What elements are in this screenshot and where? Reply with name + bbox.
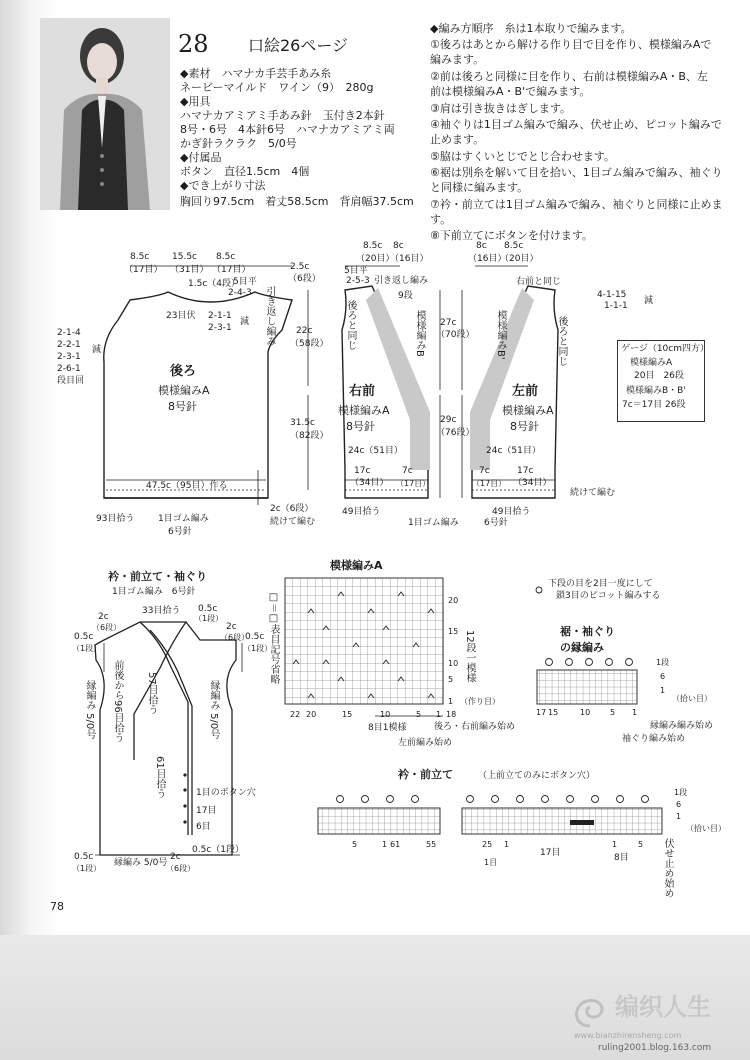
right-front-pattern: 模様編みA [338, 404, 390, 417]
edging-bottom-17: 17 [536, 708, 547, 717]
left-front-width: 24c（51目） [486, 446, 541, 456]
collar-buttonhole: 1目のボタン穴 [196, 788, 256, 798]
right-front-band-width: 7c [402, 466, 413, 476]
chart-a-right-10: 10 [448, 659, 459, 668]
back-title: 後ろ [170, 364, 197, 379]
collar-side-label: 0.5c [74, 632, 94, 642]
edging-bottom-1: 1 [632, 708, 638, 717]
back-needle: 8号針 [168, 400, 197, 413]
band-pickup: （拾い目） [686, 824, 726, 833]
collar-title: 衿・前立て・袖ぐり [108, 570, 207, 583]
buttons [183, 773, 186, 823]
band-left-5: 5 [352, 840, 358, 849]
back-rib-needle: 6号針 [168, 527, 192, 537]
left-front-same-as-right: 右前と同じ [516, 277, 562, 287]
band-row-6: 6 [676, 800, 682, 809]
right-front-pickup: 49目拾う [342, 507, 381, 517]
left-front-pattern: 模様編みA [502, 404, 554, 417]
band-right-25: 25 [482, 840, 493, 849]
chart-a-grid [285, 578, 443, 704]
collar-side-rows-right: （1段） [243, 644, 273, 653]
band-right-1: 1 [504, 840, 510, 849]
instruction-step-7: ⑦衿・前立ては1目ゴム編みで編み、袖ぐりと同様に止めま [430, 198, 723, 211]
chart-a-bottom-15: 15 [342, 710, 353, 719]
right-front-same-as-back: 後ろと同じ [345, 300, 356, 350]
right-front-top-dim-2: 8c [393, 241, 404, 251]
left-front-band-stitches: （17目） [472, 479, 507, 488]
left-front-lower-width: 17c [517, 466, 534, 476]
collar-band-rows: （6段） [92, 623, 122, 632]
back-upper-height: 22c [296, 326, 313, 336]
tools-line-1: ハマナカアミアミ手あみ針 玉付き2本針 [180, 109, 385, 122]
back-lower-height: 31.5c [290, 418, 315, 428]
tools-line-3: かぎ針ラクラク 5/0号 [180, 137, 297, 150]
band-one: 1目 [484, 858, 498, 867]
instruction-step-1: ①後ろはあとから解ける作り目で目を作り、模様編みAで [430, 38, 712, 51]
collar-shoulder-rows: （1段） [194, 614, 224, 623]
back-rib-height: 2c（6段） [270, 504, 314, 514]
left-front-upper-rows: （70段） [436, 330, 475, 340]
collar-armhole-label-right: 縁編み 5/0号 [208, 680, 219, 740]
edging-bottom-10: 10 [580, 708, 591, 717]
band-left-55: 55 [426, 840, 437, 849]
yarn-heading: ◆素材 ハマナカ手芸手あみ糸 [180, 67, 332, 80]
edging-note-2: 鎖3目のピコット編みする [556, 591, 661, 601]
edging-bottom-5: 5 [610, 708, 616, 717]
right-front-lower-stitches: （34目） [350, 478, 389, 488]
back-rib: 1目ゴム編み [158, 514, 209, 524]
chart-a-right-20: 20 [448, 596, 459, 605]
left-front-pattern-b: 模様編みB' [495, 310, 506, 360]
left-front-top-dim-2: 8.5c [504, 241, 524, 251]
collar-band-height-right: 2c [226, 622, 237, 632]
back-shoulder-dec: 2-4-3 [228, 288, 252, 298]
back-top-dim-2: 15.5c [172, 252, 197, 262]
back-top-stitches-2: （31目） [170, 265, 209, 275]
edging-row-1-top: 1段 [656, 658, 670, 667]
instruction-step-6b: と同様に編みます。 [430, 181, 529, 194]
left-front-neck-dec: 4-1-15 [597, 290, 627, 300]
band-finish: 伏せ止め始め [662, 838, 673, 898]
instruction-step-5: ⑤脇はすくいとじでとじ合わせます。 [430, 150, 615, 163]
gauge-title: ゲージ（10cm四方） [621, 344, 709, 354]
collar-band-height: 2c [98, 612, 109, 622]
watermark-logo [570, 990, 610, 1034]
back-side-dec-4: 2-6-1 [57, 364, 81, 374]
left-front-continue: 続けて編む [570, 488, 616, 498]
band-title-note: （上前立てのみにボタン穴） [478, 771, 596, 781]
back-armhole-dec-label: 減 [240, 317, 250, 327]
gauge-line-3: 模様編みB・B' [626, 386, 686, 396]
instruction-step-3: ③肩は引き抜きはぎします。 [430, 102, 571, 115]
collar-row-17: 17目 [196, 806, 217, 816]
watermark-site: www.bianzhirensheng.com [574, 1031, 682, 1040]
spiral-logo-icon [570, 990, 610, 1030]
left-front-needle: 8号針 [510, 420, 539, 433]
collar-front-pickup: 前後から96目拾う [112, 660, 123, 743]
page-reference: 口絵26ページ [248, 36, 349, 55]
back-top-stitches-1: （17目） [124, 265, 163, 275]
back-side-dec-3: 2-3-1 [57, 352, 81, 362]
left-front-upper-height: 27c [440, 318, 457, 328]
collar-bottom-left: 0.5c [74, 852, 94, 862]
chart-a-legend: □＝□表目記号省略 [268, 592, 279, 684]
left-front-pickup: 49目拾う [492, 507, 531, 517]
chart-a-bottom-5: 5 [416, 710, 422, 719]
back-side-dec-1: 2-1-4 [57, 328, 81, 338]
right-front-rows-flat: 5目平 [344, 266, 368, 276]
left-front-neck-dec-label: 減 [644, 296, 654, 306]
gauge-line-2: 20目 26段 [634, 371, 684, 381]
instruction-step-2b: 前は模様編みA・B'で編みます。 [430, 85, 591, 98]
right-front-top-dim-1: 8.5c [363, 241, 383, 251]
left-front-lower-rows: （76段） [436, 428, 475, 438]
instruction-step-1b: 編みます。 [430, 53, 485, 66]
edging-label-2: 袖ぐり編み始め [622, 734, 686, 744]
edging-label-1: 縁編み編み始め [650, 721, 714, 731]
collar-back-pickup: 33目拾う [142, 606, 181, 616]
right-front-pattern-b: 模様編みB [414, 310, 425, 357]
right-front-title: 右前 [349, 384, 376, 399]
right-front-neck-dec: 9段 [398, 291, 413, 301]
back-top-dim-1: 8.5c [130, 252, 150, 262]
edging-note-1: 下段の目を2目一度にして [548, 579, 653, 589]
pattern-number: 28 [178, 30, 209, 58]
chart-a-repeat: 12段一模様 [464, 630, 475, 683]
left-front-band-width: 7c [479, 466, 490, 476]
back-lower-rows: （82段） [290, 431, 329, 441]
watermark-logo-text: 编织人生 [615, 993, 711, 1021]
collar-side-rows: （1段） [72, 644, 102, 653]
back-armhole-rows: （6段） [288, 274, 321, 284]
back-upper-rows: （58段） [290, 339, 329, 349]
back-top-stitches-3: （17目） [212, 265, 251, 275]
instruction-step-4b: 止めます。 [430, 133, 485, 146]
left-front-title: 左前 [512, 384, 539, 399]
left-front-top-stitches-2: （20目） [500, 254, 539, 264]
back-shoulder-label: 引き返し編み [264, 286, 275, 346]
edging-title-2: の縁編み [560, 641, 604, 654]
chart-a-left-label: 左前編み始め [398, 738, 453, 748]
right-front-top-stitches-2: （16目） [390, 254, 429, 264]
back-pickup: 93目拾う [96, 514, 135, 524]
right-front-band-stitches: （17目） [396, 479, 431, 488]
chart-a-right-1: 1 [448, 697, 454, 706]
band-chart-right [462, 808, 662, 834]
right-front-lower-width: 17c [354, 466, 371, 476]
left-front-top-stitches-1: （16目） [468, 254, 507, 264]
right-front-shoulder-label: 引き返し編み [374, 276, 429, 286]
instructions-heading: ◆編み方順序 糸は1本取りで編みます。 [430, 22, 632, 35]
band-row-1-top: 1段 [674, 788, 688, 797]
back-top-dim-3: 8.5c [216, 252, 236, 262]
back-armhole-dec-1: 2-1-1 [208, 311, 232, 321]
right-front-top-stitches-1: （20目） [356, 254, 395, 264]
back-side-dec-label: 減 [92, 345, 102, 355]
back-neck: 1.5c（4段） [188, 279, 240, 289]
band-right-17: 17目 [540, 848, 561, 858]
edging-title-1: 裾・袖ぐり [560, 625, 615, 638]
back-pattern: 模様編みA [158, 384, 210, 397]
instruction-step-8: ⑧下前立てにボタンを付けます。 [430, 229, 593, 242]
collar-bottom-band: 2c [170, 852, 181, 862]
left-front-top-dim-1: 8c [476, 241, 487, 251]
left-front-neck-dec-2: 1-1-1 [604, 301, 628, 311]
band-eight: 8目 [614, 853, 629, 863]
chart-a-col-18: 18 [446, 710, 457, 719]
back-side-dec-2: 2-2-1 [57, 340, 81, 350]
chart-a-bottom-20: 20 [306, 710, 317, 719]
left-front-same-as-back: 後ろと同じ [556, 316, 567, 366]
edging-pickup: （拾い目） [672, 694, 712, 703]
collar-band-rows-right: （6段） [220, 633, 250, 642]
instruction-step-2: ②前は後ろと同様に目を作り、右前は模様編みA・B、左 [430, 70, 708, 83]
back-shoulder-rows: 5目平 [233, 277, 257, 287]
band-title: 衿・前立て [398, 768, 453, 781]
right-front-needle: 8号針 [346, 420, 375, 433]
chart-a-right-15: 15 [448, 627, 459, 636]
chart-a-side-label: 後ろ・右前編み始め [434, 722, 516, 732]
chart-a-bottom-10: 10 [380, 710, 391, 719]
chart-a-start: （作り目） [460, 697, 500, 706]
collar-row-6: 6目 [196, 822, 211, 832]
chart-a-repeat-label: 8目1模様 [368, 723, 407, 733]
instruction-step-4: ④袖ぐりは1目ゴム編みで編み、伏せ止め、ピコット編みで [430, 118, 722, 131]
tools-heading: ◆用具 [180, 95, 211, 108]
right-front-width: 24c（51目） [348, 446, 403, 456]
size-heading: ◆でき上がり寸法 [180, 179, 266, 192]
collar-bottom-band-rows: （6段） [166, 864, 196, 873]
edging-bottom-15: 15 [548, 708, 559, 717]
gauge-line-1: 模様編みA [630, 358, 673, 368]
back-side-rows: 段目回 [57, 376, 85, 386]
collar-neck-pickup: 57目拾う [146, 672, 157, 715]
instruction-step-6: ⑥裾は別糸を解いて目を拾い、1目ゴム編みで編み、袖ぐり [430, 166, 723, 179]
collar-bottom-rows: 0.5c（1段） [192, 845, 244, 855]
band-right-1b: 1 [612, 840, 618, 849]
edging-row-6: 6 [660, 672, 666, 681]
left-front-lower-stitches: （34目） [513, 478, 552, 488]
back-armhole-top: 23目伏 [166, 311, 196, 321]
collar-armhole-label-left: 縁編み 5/0号 [84, 680, 95, 740]
band-left-61: 61 [390, 840, 401, 849]
edging-row-1: 1 [660, 686, 666, 695]
band-row-1: 1 [676, 812, 682, 821]
front-rib: 1目ゴム編み [408, 518, 459, 528]
buttonhole-mark [570, 820, 594, 825]
collar-side-label-right: 0.5c [245, 632, 265, 642]
notions-line: ボタン 直径1.5cm 4個 [180, 165, 310, 178]
collar-shoulder: 0.5c [198, 604, 218, 614]
back-armhole-dec-2: 2-3-1 [208, 323, 232, 333]
collar-front-pickup-2: 61目拾う [154, 756, 165, 799]
yarn-line: ネービーマイルド ワイン（9） 280g [180, 81, 374, 94]
band-left-1: 1 [382, 840, 388, 849]
tools-line-2: 8号・6号 4本針6号 ハマナカアミアミ両 [180, 123, 395, 136]
right-front-shoulder-dec: 2-5-3 [346, 276, 370, 286]
page-number: 78 [50, 900, 64, 913]
band-right-5: 5 [638, 840, 644, 849]
back-width: 47.5c（95目）作る [146, 481, 228, 491]
edging-chart-grid [537, 670, 637, 704]
collar-bottom-left-rows: （1段） [72, 864, 102, 873]
chart-a-right-5: 5 [448, 675, 454, 684]
left-front-lower-height: 29c [440, 415, 457, 425]
chart-a-bottom-1: 1 [436, 710, 442, 719]
notions-heading: ◆付属品 [180, 151, 222, 164]
collar-subtitle: 1目ゴム編み 6号針 [112, 587, 196, 597]
gauge-line-4: 7c＝17目 26段 [622, 400, 686, 410]
watermark-blog: ruling2001.blog.163.com [598, 1043, 712, 1053]
back-armhole-height: 2.5c [290, 262, 310, 272]
band-picots [337, 796, 649, 803]
chart-a-title: 模様編みA [330, 559, 383, 572]
front-rib-needle: 6号針 [484, 518, 508, 528]
size-line: 胸回り97.5cm 着丈58.5cm 背肩幅37.5cm [180, 195, 414, 208]
band-chart-left [318, 808, 440, 834]
collar-bottom-label: 縁編み 5/0号 [114, 858, 168, 868]
back-continue: 続けて編む [270, 517, 316, 527]
chart-a-bottom-22: 22 [290, 710, 301, 719]
instruction-step-7b: す。 [430, 213, 452, 226]
